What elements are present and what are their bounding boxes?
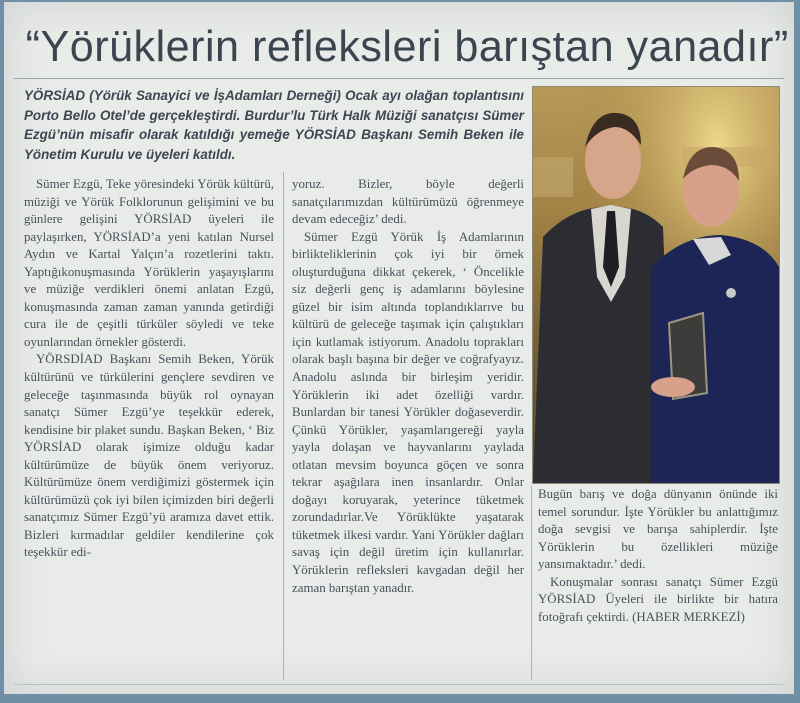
column-divider (283, 172, 284, 680)
column-3-paragraph-1: Bugün barış ve doğa dünyanın önünde iki temel sorundur. İşte Yörükler bu anlattığımız doğa sevgisi ve barışa sahiplerdir. İşte Yörüklerin bu özellikleri müziğe yansımaktadır.’ dedi. (538, 487, 778, 572)
column-1-paragraph-1: Sümer Ezgü, Teke yöresindeki Yörük kültürü, müziği ve Yörük Folklorunun gelişimini ve bu günlere gelişini YÖRSİAD üyeleri ile paylaşırken, YÖRSİAD’a yeni katılan Nursel Aydın ve Kartal Yalçın’a rozetlerini taktı. Yaptığıkonuşmasında Yörüklerin yaşayışlarını ve müziğe verdikleri önemi anlatan Ezgü, konuşmasında zaman zaman yanında getirdiği cura ile de çeşitli türküler söyledi ve teke oyunlarından örnekler gösterdi. (24, 177, 274, 349)
article-headline: “Yörüklerin refleksleri barıştan yanadır” (25, 22, 789, 71)
column-1-paragraph-2: YÖRSDİAD Başkanı Semih Beken, Yörük kültürünü ve türkülerini gençlere sevdiren ve geleceğe taşınmasında büyük rol oynayan sanatçı Sümer Ezgü’ye teşekkür ederek, kendisine bir plaket sundu. Başkan Beken, ‘ Biz YÖRSİAD olarak işimize olduğu kadar kültürümüze de büyük önem veriyoruz. Kültürümüze önem verdiğimizi göstermek için kültürümüzü çok iyi bilen içimizden biri değerli sanatçımız Sümer Ezgü’yü aramıza davet ettik. Bizleri kırmadılar geldiler kendilerine çok teşekkür edi- (24, 352, 274, 560)
column-2 (292, 176, 524, 682)
newspaper-clipping (4, 2, 794, 694)
column-2-paragraph-2: Sümer Ezgü Yörük İş Adamlarının birlikteliklerinin çok iyi bir örnek oluşturduğuna dikkat çekerek, ‘ Öncelikle siz değerli genç iş adamlarını böylesine güzel bir isim altında toplandıklarıve bu kültürü de geleceğe taşımak için çalıştıkları için kutlamak istiyorum. Anadolu toprakları olarak başlı başına bir değer ve coğrafyayız. Anadolu aslında bir birleşim yeridir. Yörüklerin iki adet özelliği vardır. Bunlardan bir tanesi Yörükler doğaseverdir. Çünkü Yörükler, yaşamlarıgereği yayla yayla dolaşan ve hayvanlarını yaylada otlatan mevsim boyunca göçen ve sonra tekrar aşağılara inen insanlardır. Onlar doğayı koruyarak, yeterince tüketmek zorundadırlar.Ve Yörüklükte yaşatarak tüketmek ilkesi vardır. Yani Yörükler dağları savaş için değil üretim için kullanırlar. Yörüklerin refleksleri kavgadan değil her zaman barıştan yanadır. (292, 229, 524, 595)
column-divider (531, 486, 532, 680)
column-1 (24, 176, 274, 682)
headline-rule (14, 78, 784, 79)
article-photo (532, 86, 780, 484)
column-2-paragraph-1: yoruz. Bizler, böyle değerli sanatçılarımızdan kültürümüzü öğrenmeye devam edeceğiz’ dedi. (292, 177, 524, 227)
column-3 (538, 486, 778, 676)
article-lead: YÖRSİAD (Yörük Sanayici ve İşAdamları Derneği) Ocak ayı olağan toplantısını Porto Bello Otel’de gerçekleştirdi. Burdur’lu Türk Halk Müziği sanatçısı Sümer Ezgü’nün misafir olarak katıldığı yemeğe YÖRSİAD Başkanı Semih Beken ile Yönetim Kurulu ve üyeleri katıldı. (24, 88, 524, 162)
photo-illustration (533, 87, 779, 483)
column-3-paragraph-2: Konuşmalar sonrası sanatçı Sümer Ezgü YÖRSİAD Üyeleri ile birlikte bir hatıra fotoğrafı çektirdi. (HABER MERKEZİ) (538, 574, 778, 624)
bottom-rule (14, 684, 784, 685)
